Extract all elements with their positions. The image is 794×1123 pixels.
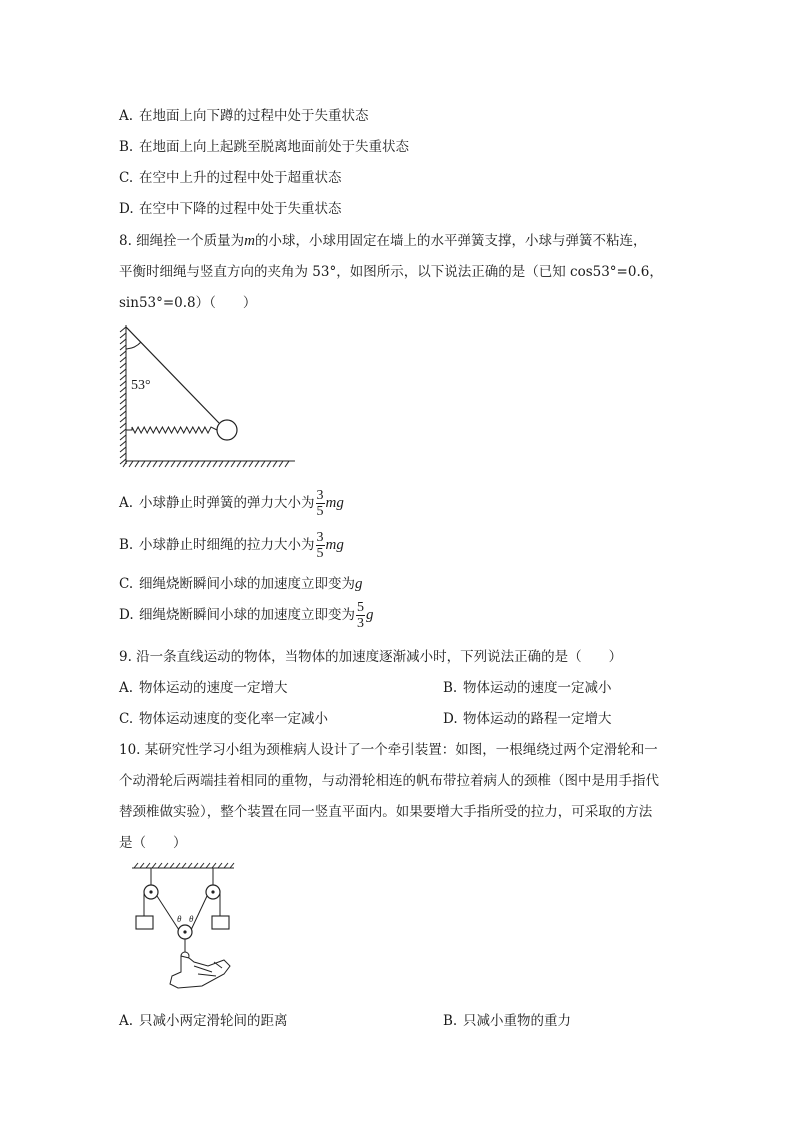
fraction-numerator: 3 xyxy=(316,530,324,545)
hand-icon xyxy=(170,956,230,988)
q10-option-b[interactable] xyxy=(443,1009,571,1029)
q9-option-c[interactable] xyxy=(119,707,328,727)
q10-stem-line2: 个动滑轮后两端挂着相同的重物，与动滑轮相连的帆布带拉着病人的颈椎（图中是用手指代 xyxy=(119,773,659,789)
q8-figure xyxy=(115,322,305,472)
option-text: 在空中上升的过程中处于超重状态 xyxy=(139,170,342,186)
option-text: 只减小两定滑轮间的距离 xyxy=(139,1013,288,1029)
option-label: A. xyxy=(119,108,134,124)
q8-option-d[interactable] xyxy=(119,600,374,631)
q7-option-a[interactable] xyxy=(119,104,369,124)
option-label: A. xyxy=(119,680,134,696)
q8-option-a[interactable] xyxy=(119,488,344,519)
q9-option-d[interactable] xyxy=(443,707,612,727)
option-text: 在地面上向下蹲的过程中处于失重状态 xyxy=(139,108,369,124)
option-label: C. xyxy=(119,576,134,592)
option-label: B. xyxy=(443,1013,458,1029)
theta-label: θ xyxy=(189,914,194,924)
q10-figure xyxy=(128,862,248,992)
wall-hatching xyxy=(120,325,126,464)
q9-option-a[interactable] xyxy=(119,676,288,696)
q9-option-b[interactable] xyxy=(443,676,612,696)
option-text: 小球静止时弹簧的弹力大小为 xyxy=(139,495,315,511)
option-label: D. xyxy=(443,711,458,727)
q8-stem-line2: 平衡时细绳与竖直方向的夹角为 53°，如图所示，以下说法正确的是（已知 cos53°=0.6， xyxy=(119,264,663,280)
q10-stem-line4: 是（ ） xyxy=(119,835,187,851)
option-text: 小球静止时细绳的拉力大小为 xyxy=(139,537,315,553)
option-text: 只减小重物的重力 xyxy=(463,1013,571,1029)
option-text: 细绳烧断瞬间小球的加速度立即变为 xyxy=(139,607,355,623)
q10-stem-line3: 替颈椎做实验），整个装置在同一竖直平面内。如果要增大手指所受的拉力，可采取的方法 xyxy=(119,804,653,820)
floor-hatching xyxy=(123,461,295,467)
option-tail: g xyxy=(366,607,374,623)
theta-label: θ xyxy=(177,914,182,924)
option-tail: g xyxy=(355,576,363,592)
option-label: C. xyxy=(119,170,134,186)
fraction-denominator: 5 xyxy=(316,546,324,561)
q9-stem: 9. 沿一条直线运动的物体，当物体的加速度逐渐减小时，下列说法正确的是（ ） xyxy=(119,649,623,665)
option-label: D. xyxy=(119,607,134,623)
q8-stem-line1 xyxy=(119,229,647,250)
angle-label: 53° xyxy=(131,378,151,393)
weight-right xyxy=(212,916,229,929)
option-label: B. xyxy=(443,680,458,696)
option-text: 物体运动的速度一定增大 xyxy=(139,680,288,696)
fraction xyxy=(316,530,325,561)
q8-stem-line3: sin53°=0.8）（ ） xyxy=(119,295,257,311)
spring xyxy=(126,427,217,433)
q10-option-a[interactable] xyxy=(119,1009,288,1029)
option-text: 物体运动速度的变化率一定减小 xyxy=(139,711,328,727)
option-tail: mg xyxy=(325,537,344,553)
fraction-denominator: 3 xyxy=(357,616,364,631)
q8-stem-text: 8. 细绳拴一个质量为 xyxy=(119,233,245,249)
fraction-numerator: 3 xyxy=(316,488,324,503)
option-text: 在地面上向上起跳至脱离地面前处于失重状态 xyxy=(139,139,409,155)
q10-stem-line1: 10. 某研究性学习小组为颈椎病人设计了一个牵引装置：如图，一根绳绕过两个定滑轮和一 xyxy=(119,742,658,758)
option-label: C. xyxy=(119,711,134,727)
option-text: 细绳烧断瞬间小球的加速度立即变为 xyxy=(139,576,355,592)
ball xyxy=(217,420,237,440)
q8-option-b[interactable] xyxy=(119,530,344,561)
option-label: D. xyxy=(119,201,134,217)
option-text: 物体运动的路程一定增大 xyxy=(463,711,612,727)
variable-m: m xyxy=(244,233,256,249)
fraction-denominator: 5 xyxy=(316,504,324,519)
q7-option-d[interactable] xyxy=(119,197,342,217)
ceiling-hatching xyxy=(132,863,234,868)
option-text: 在空中下降的过程中处于失重状态 xyxy=(139,201,342,217)
q7-option-c[interactable] xyxy=(119,166,342,186)
q7-option-b[interactable] xyxy=(119,135,409,155)
option-tail: mg xyxy=(325,495,344,511)
option-label: B. xyxy=(119,537,134,553)
option-label: B. xyxy=(119,139,134,155)
rope xyxy=(126,327,219,423)
fraction xyxy=(316,488,325,519)
option-label: A. xyxy=(119,495,134,511)
q8-stem-text: 的小球，小球用固定在墙上的水平弹簧支撑，小球与弹簧不粘连， xyxy=(255,233,647,249)
fraction-numerator: 5 xyxy=(357,600,364,615)
fraction xyxy=(356,600,365,631)
option-text: 物体运动的速度一定减小 xyxy=(463,680,612,696)
option-label: A. xyxy=(119,1013,134,1029)
weight-left xyxy=(136,916,153,929)
angle-arc xyxy=(126,342,141,349)
q8-option-c[interactable] xyxy=(119,572,363,593)
